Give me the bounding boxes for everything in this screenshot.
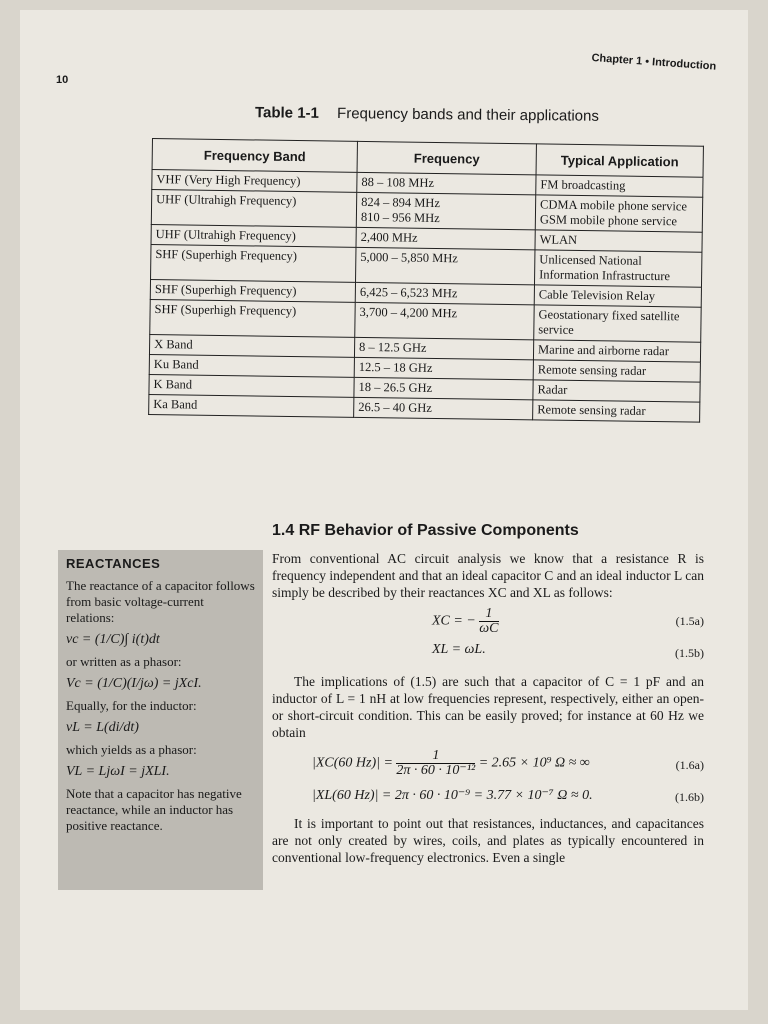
application-line: FM broadcasting [540,177,626,193]
sidebar-phasor-intro: or written as a phasor: [66,654,182,669]
eq-1-6b-label: (1.6b) [675,790,704,804]
cell-frequency [355,282,534,304]
eq-1-6a-denominator: 2π · 60 · 10⁻¹² [396,763,476,778]
cell-frequency-band: VHF (Very High Frequency) [152,170,357,193]
application-line: Unlicensed National [539,252,642,268]
eq-1-6a-rhs: = 2.65 × 10⁹ Ω ≈ ∞ [478,755,590,771]
table-caption [255,104,599,125]
frequency-line: 3,700 – 4,200 MHz [359,304,458,321]
running-head: Chapter 1 • Introduction [591,52,717,73]
application-line: Marine and airborne radar [537,342,670,359]
cell-frequency [354,377,533,399]
eq-1-6a-fraction [396,749,475,778]
cell-frequency-band: Ka Band [149,394,354,417]
cell-typical-application [533,360,700,382]
table-body [149,170,703,423]
frequency-line: 824 – 894 MHz [361,194,441,211]
cell-frequency [356,227,535,249]
application-line: Remote sensing radar [537,362,647,378]
eq-1-6b-expr: |XL(60 Hz)| = 2π · 60 · 10⁻⁹ = 3.77 × 10⁻⁷ Ω ≈ 0. [312,788,593,803]
cell-typical-application [534,285,701,307]
equation-1-6b [272,785,704,811]
frequency-line: 12.5 – 18 GHz [358,359,433,375]
application-line: Cable Television Relay [538,287,656,304]
equation-1-5a [272,605,704,636]
frequency-line: 5,000 – 5,850 MHz [360,249,459,266]
page-number: 10 [56,74,69,86]
header-typical-application: Typical Application [536,144,703,177]
paragraph-1: From conventional AC circuit analysis we know that a resistance R is frequency independent and that an ideal capacitor C and an ideal inductor L can simply be described by their reactances XC and XL as follows: [272,551,704,600]
section-body [272,550,704,866]
eq-1-6a-lhs: |XC(60 Hz)| = [312,755,393,771]
sidebar-intro: The reactance of a capacitor follows from basic voltage-current relations: [66,578,255,625]
cell-frequency-band: SHF (Superhigh Frequency) [150,279,355,302]
eq-1-5b-expr: XL = ωL. [432,642,486,657]
sidebar-title: REACTANCES [66,556,161,571]
header-frequency: Frequency [357,141,536,174]
cell-typical-application [533,340,700,362]
eq-1-5a-lhs: XC = − [432,613,476,629]
application-line: service [538,322,574,337]
section-heading [272,522,579,540]
cell-frequency [355,302,534,339]
equation-1-6a [272,747,704,781]
cell-frequency [356,247,535,284]
application-line: Information Infrastructure [539,267,671,284]
application-line: GSM mobile phone service [539,212,678,229]
eq-1-5a-fraction [479,607,498,636]
eq-1-5a-denominator: ωC [479,621,499,636]
section-title: RF Behavior of Passive Components [298,522,579,539]
application-line: CDMA mobile phone service [540,197,688,214]
cell-frequency [357,172,536,194]
frequency-line: 810 – 956 MHz [360,209,440,226]
paragraph-2: The implications of (1.5) are such that a capacitor of C = 1 pF and an inductor of L = 1 nH at low frequencies represent, respectively, either an open- or short-circuit condition. This can be easily proved; for instance at 60 Hz we obtain [272,674,704,740]
cell-frequency-band: UHF (Ultrahigh Frequency) [151,190,356,228]
cell-frequency [354,397,533,419]
cell-frequency [354,337,533,359]
section-number: 1.4 [272,522,295,539]
frequency-line: 8 – 12.5 GHz [359,339,427,355]
cell-frequency-band: SHF (Superhigh Frequency) [150,299,355,337]
cell-typical-application [534,305,701,342]
table-title: Frequency bands and their applications [337,105,600,125]
cell-frequency [354,357,533,379]
frequency-line: 2,400 MHz [360,229,418,245]
frequency-line: 18 – 26.5 GHz [358,379,433,395]
cell-typical-application [536,175,703,197]
cell-typical-application [534,250,701,287]
cell-frequency [356,192,535,229]
eq-1-6a-numerator: 1 [396,749,475,764]
cell-typical-application [535,230,702,252]
sidebar-eq-inductor-phasor: VL = LjωI = jXLI. [66,764,170,779]
sidebar-eq-capacitor-voltage: vc = (1/C)∫ i(t)dt [66,632,160,647]
reactances-sidebar [58,550,263,890]
paragraph-3: It is important to point out that resistances, inductances, and capacitances are not only created by wires, coils, and plates as typically encountered in conventional low-frequency electronics. Even a single [272,816,704,865]
application-line: WLAN [539,232,578,247]
sidebar-yields: which yields as a phasor: [66,742,197,757]
eq-1-5a-label: (1.5a) [675,614,704,628]
eq-1-5b-label: (1.5b) [675,646,704,660]
frequency-line: 6,425 – 6,523 MHz [359,284,458,301]
eq-1-6a-label: (1.6a) [675,758,704,772]
sidebar-inductor-intro: Equally, for the inductor: [66,698,197,713]
cell-typical-application [533,400,700,422]
eq-1-5a-numerator: 1 [479,607,498,622]
cell-frequency-band: Ku Band [149,354,354,377]
cell-frequency-band: X Band [149,334,354,357]
cell-frequency-band: SHF (Superhigh Frequency) [151,244,356,282]
application-line: Remote sensing radar [537,402,646,418]
frequency-line: 26.5 – 40 GHz [358,399,432,415]
frequency-line: 88 – 108 MHz [361,174,435,190]
cell-typical-application [535,195,702,232]
sidebar-note: Note that a capacitor has negative reactance, while an inductor has positive reactance. [66,786,242,833]
application-line: Radar [537,382,568,397]
application-line: Geostationary fixed satellite [538,307,680,324]
table-label: Table 1-1 [254,104,320,122]
frequency-bands-table [148,138,704,423]
equation-1-5b [272,639,704,665]
header-frequency-band: Frequency Band [152,139,357,173]
sidebar-eq-capacitor-phasor: Vc = (1/C)(I/jω) = jXcI. [66,676,202,691]
cell-typical-application [533,380,700,402]
cell-frequency-band: UHF (Ultrahigh Frequency) [151,224,356,247]
cell-frequency-band: K Band [149,374,354,397]
sidebar-eq-inductor-voltage: vL = L(di/dt) [66,720,139,735]
